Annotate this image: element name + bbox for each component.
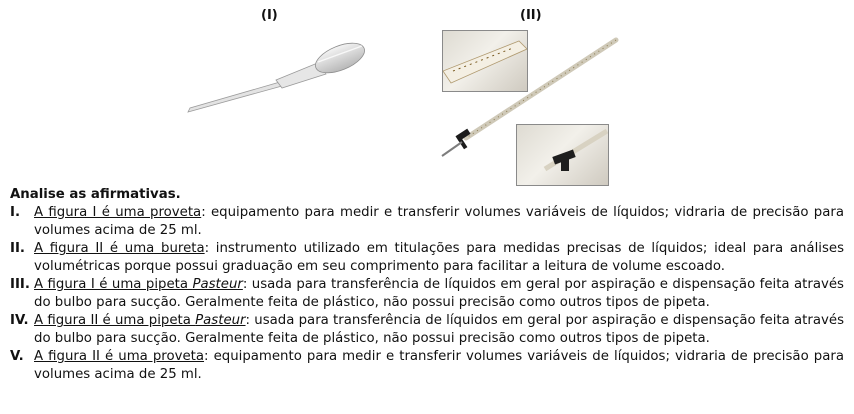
statement-number: IV. [10, 313, 29, 328]
statement-text: : equipamento para medir e transferir volumes variáveis de líquidos; vidraria de precisão para volumes acima de 25 ml. [34, 205, 844, 238]
statement-text: : instrumento utilizado em titulações para medidas precisas de líquidos; ideal para análises volumétricas porque possui graduação em seu comprimento para facilitar a leitura de volume escoado. [34, 241, 844, 274]
figure-1-label: (I) [261, 8, 278, 23]
statement-item [10, 204, 844, 240]
statement-item [10, 312, 844, 348]
statement-claim-italic: Pasteur [192, 277, 243, 292]
statement-claim: A figura II é uma pipeta [34, 313, 196, 328]
statement-text: : usada para transferência de líquidos em geral por aspiração e dispensação feita através do bulbo para sucção. Geralmente feita de plástico, não possui precisão como outros tipos de pipeta. [34, 313, 844, 346]
statement-item [10, 240, 844, 276]
statement-number: II. [10, 241, 25, 256]
statement-claim: A figura II é uma bureta [34, 241, 205, 256]
statement-number: I. [10, 205, 20, 220]
figure-2-label: (II) [520, 8, 542, 23]
statements-heading: Analise as afirmativas. [10, 187, 181, 202]
statement-text: : usada para transferência de líquidos em geral por aspiração e dispensação feita através do bulbo para sucção. Geralmente feita de plástico, não possui precisão como outros tipos de pipeta. [34, 277, 844, 310]
statement-number: III. [10, 277, 30, 292]
burette-stopcock-photo [516, 124, 609, 186]
statement-text: : equipamento para medir e transferir volumes variáveis de líquidos; vidraria de precisão para volumes acima de 25 ml. [34, 349, 844, 382]
statement-item [10, 348, 844, 384]
statements-block [10, 186, 844, 384]
statement-claim-italic: Pasteur [195, 313, 246, 328]
statement-claim: A figura II é uma proveta [34, 349, 205, 364]
pasteur-pipette-image [180, 28, 370, 128]
statement-claim: A figura I é uma proveta [34, 205, 202, 220]
statement-claim: A figura I é uma pipeta [34, 277, 193, 292]
statement-number: V. [10, 349, 24, 364]
statement-item [10, 276, 844, 312]
